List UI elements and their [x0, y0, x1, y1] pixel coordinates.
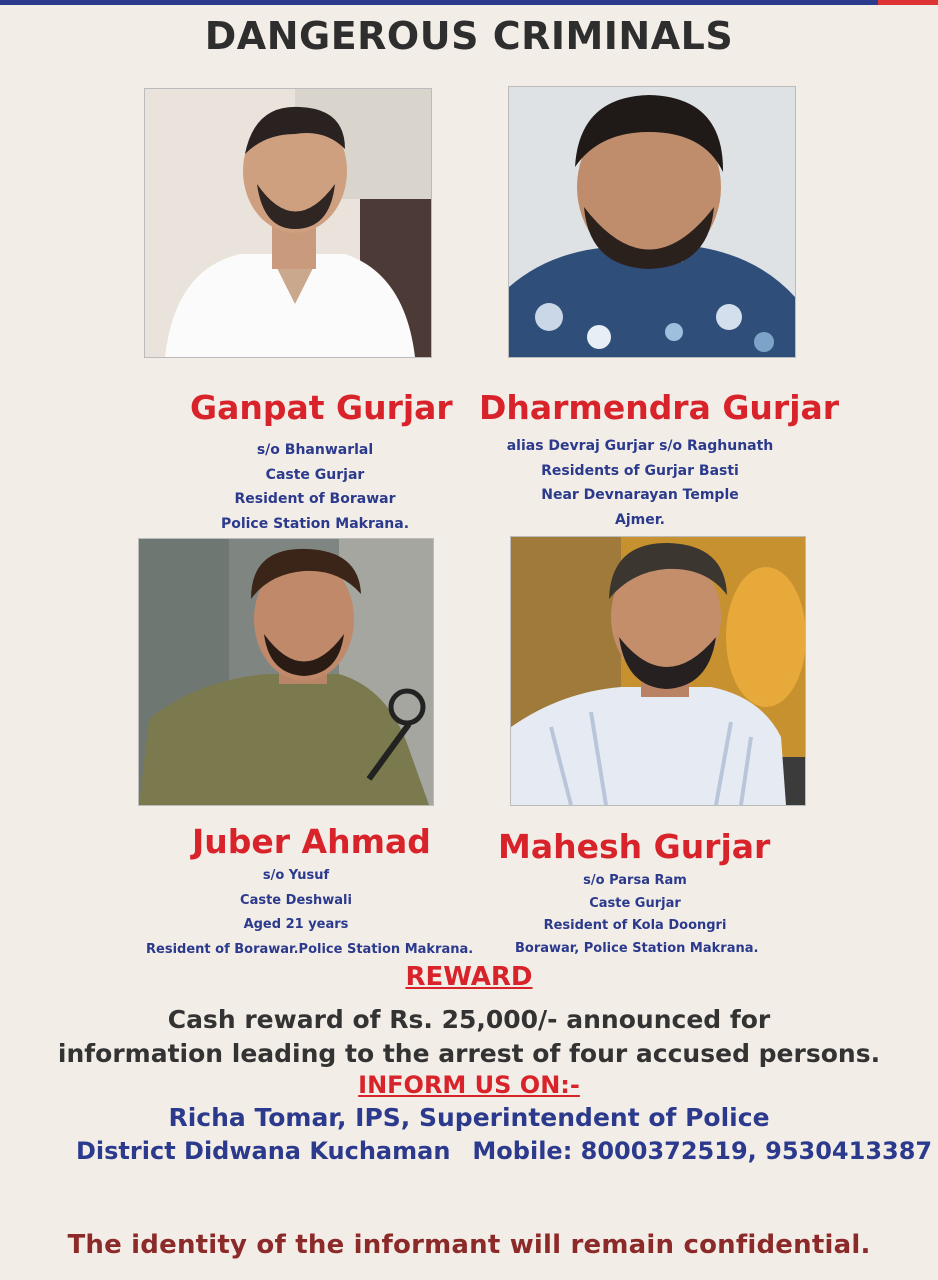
criminal-3-detail-line: Resident of Borawar.Police Station Makrana. — [146, 941, 474, 957]
criminal-1-detail-line: Resident of Borawar — [234, 491, 396, 507]
criminal-2-detail-line: alias Devraj Gurjar s/o Raghunath — [506, 438, 774, 454]
reward-line-1: Cash reward of Rs. 25,000/- announced for — [167, 1005, 771, 1034]
photo-ganpat-gurjar — [144, 88, 432, 358]
photo-dharmendra-gurjar — [508, 86, 796, 358]
criminal-4-detail-line: Resident of Kola Doongri — [543, 918, 727, 933]
criminal-2-details — [500, 434, 780, 532]
criminal-4-name: Mahesh Gurjar — [498, 827, 771, 866]
contact-officer: Richa Tomar, IPS, Superintendent of Police — [168, 1103, 770, 1132]
criminal-2-name: Dharmendra Gurjar — [479, 388, 840, 427]
criminal-3-detail-line: Caste Deshwali — [240, 892, 352, 908]
criminal-4-detail-line: Borawar, Police Station Makrana. — [515, 940, 759, 956]
contact-district-mobile — [76, 1137, 932, 1165]
criminal-1-detail-line: s/o Bhanwarlal — [256, 442, 374, 458]
criminal-2-detail-line: Near Devnarayan Temple — [541, 487, 739, 503]
poster-title: DANGEROUS CRIMINALS — [204, 14, 734, 58]
criminal-3-details — [146, 864, 474, 962]
criminal-4-details — [515, 870, 759, 960]
photo-mahesh-gurjar — [510, 536, 806, 806]
photo-juber-ahmad — [138, 538, 434, 806]
criminal-1-details — [200, 438, 430, 536]
reward-heading: REWARD — [405, 962, 533, 992]
inform-heading: INFORM US ON:- — [358, 1071, 580, 1099]
contact-mobile: Mobile: 8000372519, 9530413387 — [472, 1137, 933, 1165]
criminal-1-name: Ganpat Gurjar — [190, 388, 453, 427]
criminal-4-detail-line: s/o Parsa Ram — [583, 873, 687, 888]
reward-line-2: information leading to the arrest of four accused persons. — [57, 1039, 881, 1068]
criminal-3-name: Juber Ahmad — [192, 822, 431, 861]
criminal-3-detail-line: Aged 21 years — [243, 917, 349, 932]
reward-text — [0, 1003, 938, 1071]
confidentiality-note: The identity of the informant will remain confidential. — [67, 1230, 871, 1260]
criminal-3-detail-line: s/o Yusuf — [262, 868, 330, 883]
contact-district: District Didwana Kuchaman — [76, 1137, 451, 1165]
top-border — [0, 0, 938, 5]
criminal-1-detail-line: Caste Gurjar — [265, 466, 365, 483]
criminal-2-detail-line: Residents of Gurjar Basti — [541, 462, 739, 479]
criminal-1-detail-line: Police Station Makrana. — [220, 515, 410, 532]
criminal-4-detail-line: Caste Gurjar — [589, 895, 681, 911]
top-border-accent — [878, 0, 938, 5]
criminal-2-detail-line: Ajmer. — [615, 511, 665, 528]
